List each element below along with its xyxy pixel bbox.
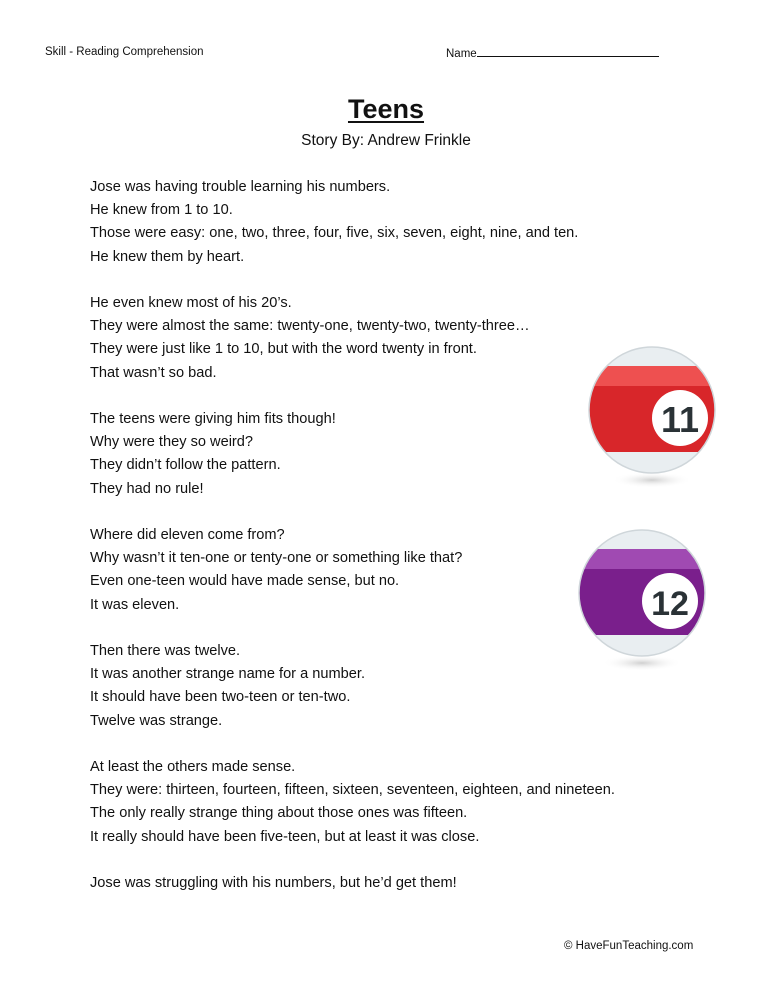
- story-line: Even one-teen would have made sense, but no.: [90, 573, 400, 590]
- story-line: Why were they so weird?: [90, 434, 254, 451]
- story-paragraph: [90, 292, 670, 385]
- story-line: At least the others made sense.: [90, 759, 296, 775]
- skill-label: Skill - Reading Comprehension: [45, 46, 204, 58]
- copyright-footer: © HaveFunTeaching.com: [564, 940, 694, 952]
- name-field[interactable]: [446, 46, 659, 60]
- story-line: Where did eleven come from?: [90, 527, 285, 543]
- byline: Story By: Andrew Frinkle: [301, 132, 471, 149]
- billiard-ball-11-icon: [586, 344, 718, 494]
- story-line: They were just like 1 to 10, but with the word twenty in front.: [90, 341, 477, 358]
- page-title: Teens: [347, 94, 425, 124]
- story-paragraph: [90, 176, 670, 269]
- story-line: Then there was twelve.: [90, 643, 241, 659]
- story-line: He knew from 1 to 10.: [90, 202, 233, 219]
- story-line: They were: thirteen, fourteen, fifteen, sixteen, seventeen, eighteen, and nineteen.: [90, 782, 615, 799]
- story-line: Those were easy: one, two, three, four, five, six, seven, eight, nine, and ten.: [90, 225, 579, 242]
- story-line: They were almost the same: twenty-one, twenty-two, twenty-three…: [90, 318, 530, 335]
- story-paragraph: [90, 872, 670, 895]
- story-line: That wasn’t so bad.: [90, 364, 217, 381]
- story-line: Twelve was strange.: [90, 712, 223, 729]
- name-blank-line[interactable]: [477, 46, 659, 57]
- story-paragraph: [90, 408, 670, 501]
- story-line: It should have been two-teen or ten-two.: [90, 689, 351, 706]
- story-line: The only really strange thing about those ones was fifteen.: [90, 805, 468, 822]
- story-line: Jose was struggling with his numbers, but he’d get them!: [90, 875, 457, 891]
- story-line: Why wasn’t it ten-one or tenty-one or something like that?: [90, 550, 463, 567]
- story-line: Jose was having trouble learning his numbers.: [90, 179, 391, 195]
- story-line: He even knew most of his 20’s.: [90, 295, 292, 311]
- story-line: The teens were giving him fits though!: [90, 411, 336, 427]
- ball-number: 12: [651, 585, 689, 623]
- billiard-ball-12-icon: [576, 527, 708, 677]
- story-line: They didn’t follow the pattern.: [90, 457, 281, 474]
- story-line: They had no rule!: [90, 480, 204, 497]
- story-line: He knew them by heart.: [90, 248, 245, 265]
- story-line: It was eleven.: [90, 596, 180, 613]
- story-line: It was another strange name for a number.: [90, 666, 366, 683]
- ball-number: 11: [660, 399, 700, 440]
- story-line: It really should have been five-teen, but at least it was close.: [90, 828, 480, 845]
- story-paragraph: [90, 756, 670, 849]
- name-label: Name: [446, 48, 477, 60]
